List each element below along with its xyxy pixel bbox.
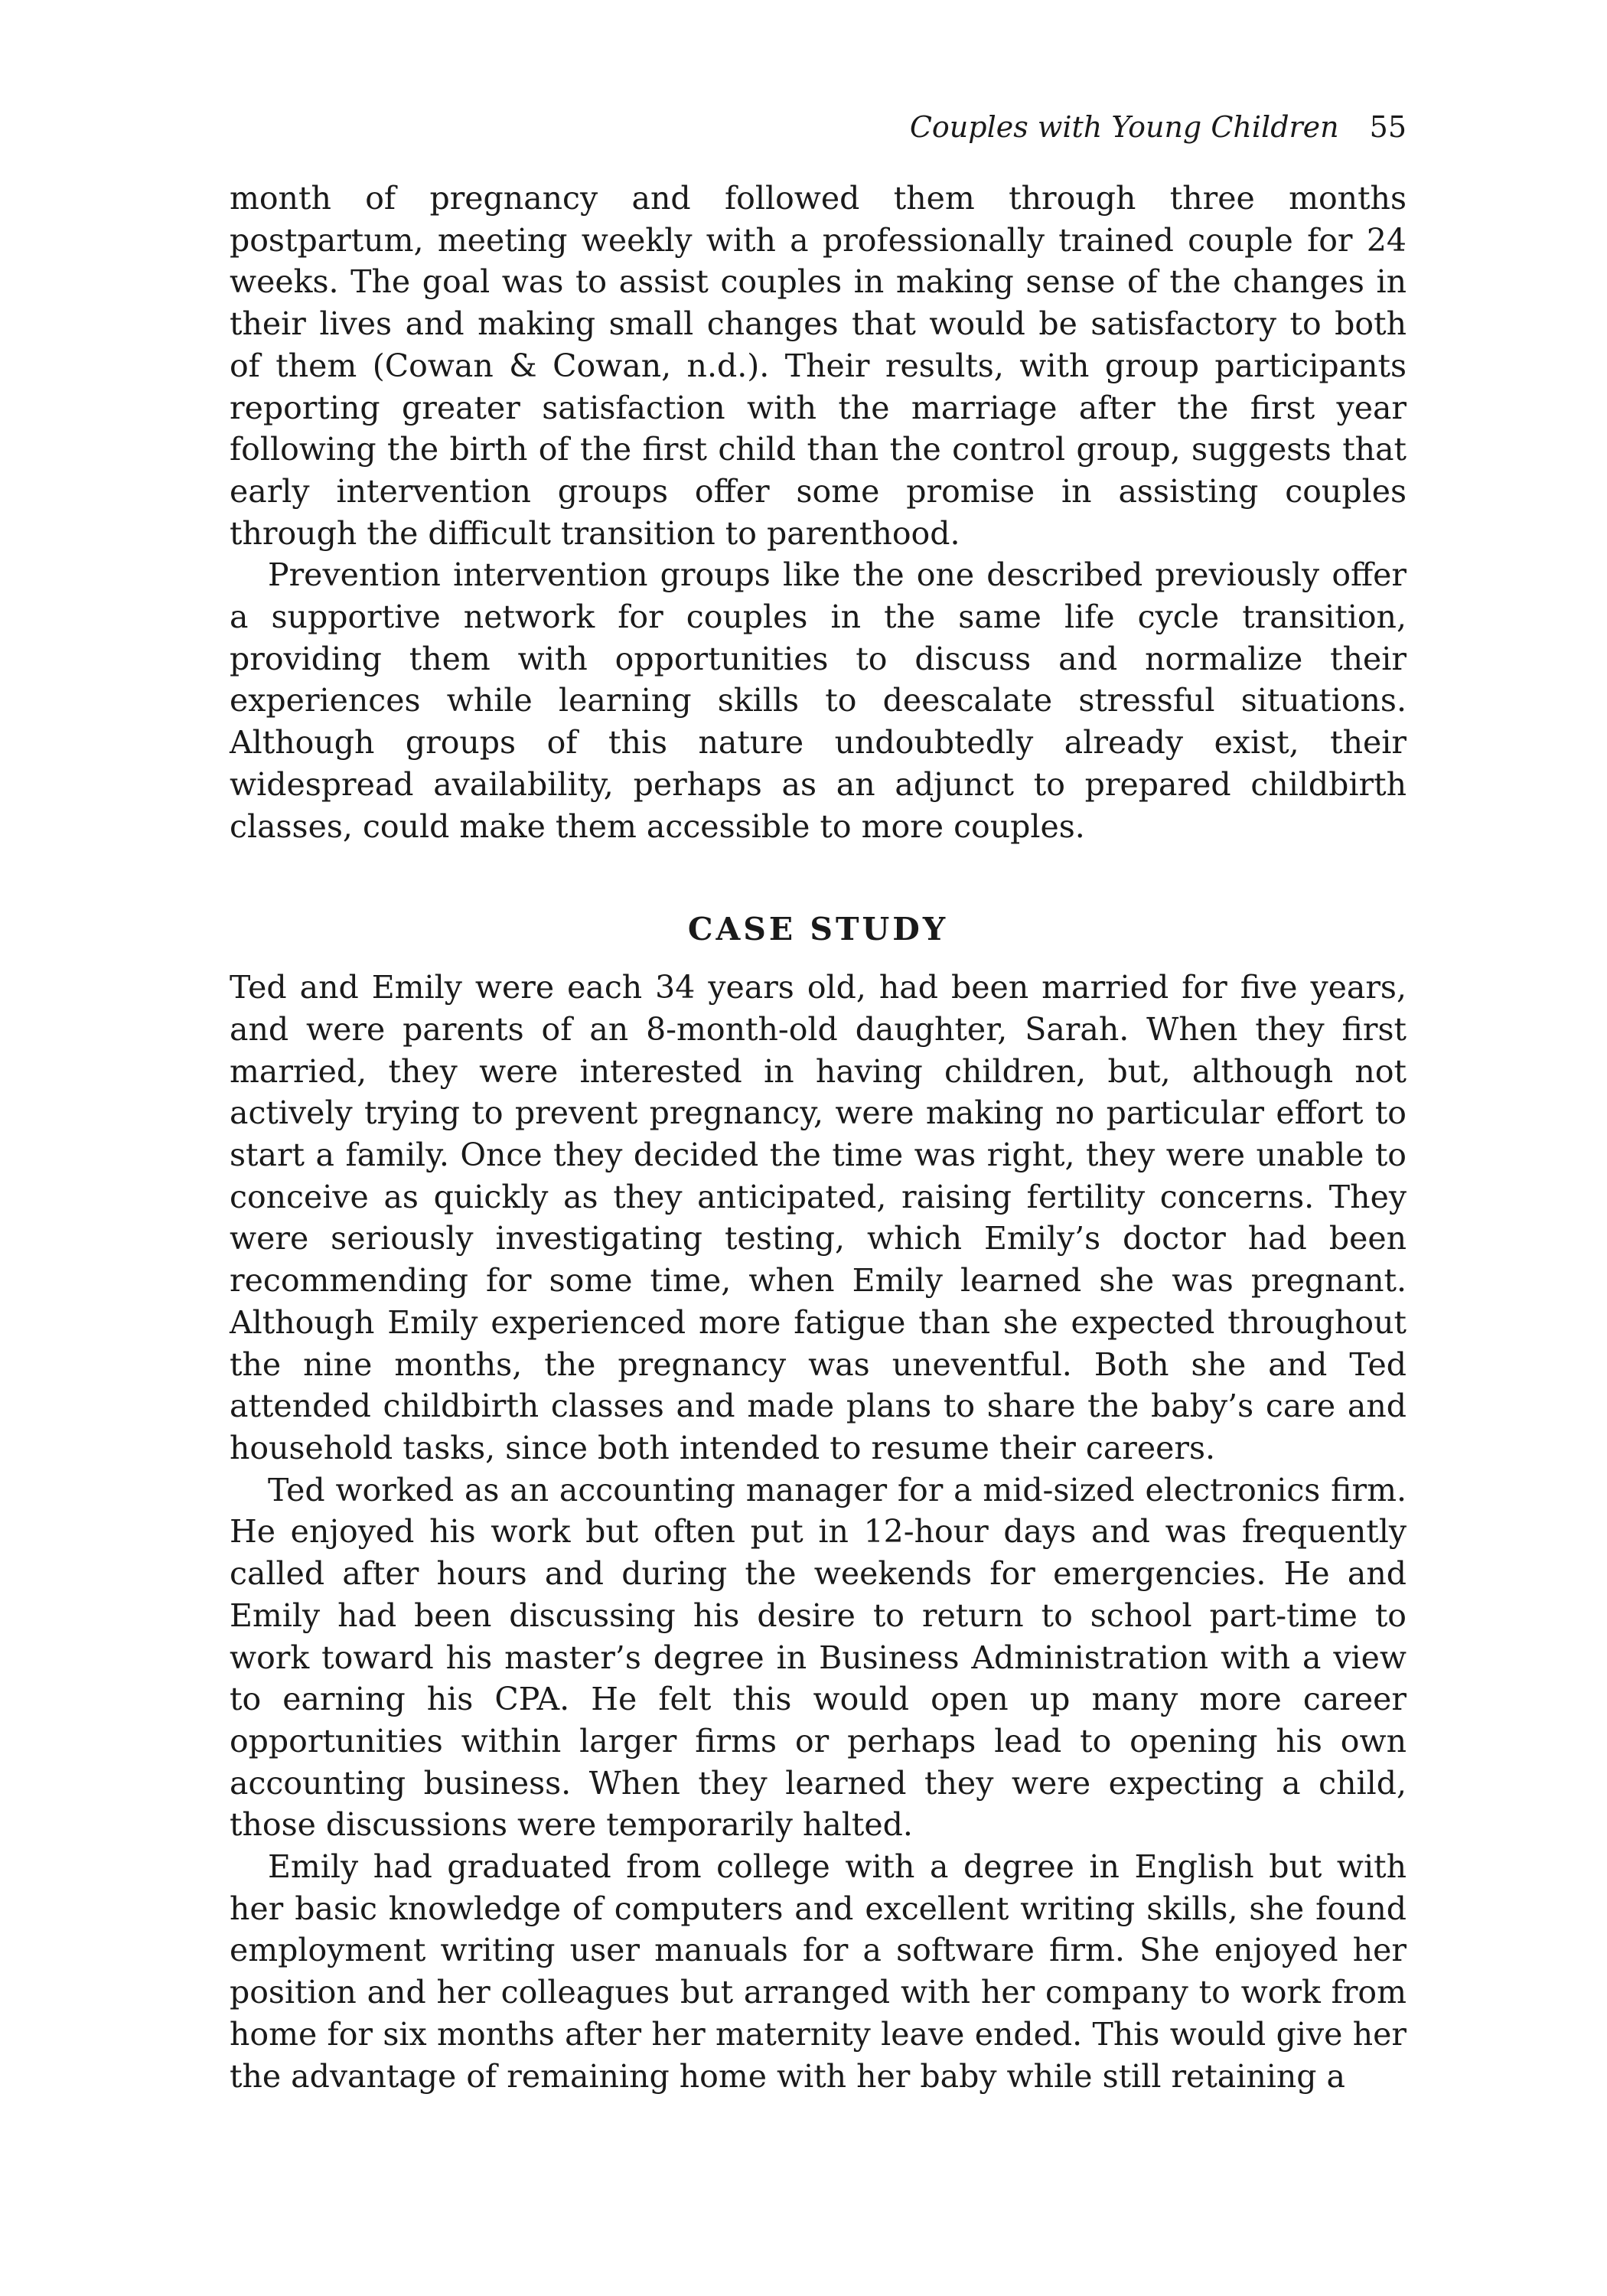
body-text	[230, 178, 1407, 2097]
page-number: 55	[1369, 110, 1407, 144]
paragraph: Ted worked as an accounting manager for a mid-sized electronics firm. He enjoyed his work but often put in 12-hour days and was frequently called after hours and during the weekends for emergencies. He and Emily had been discussing his desire to return to school part-time to work toward his master’s degree in Business Administration with a view to earning his CPA. He felt this would open up many more career opportunities within larger firms or perhaps lead to opening his own accounting business. When they learned they were expecting a child, those discussions were temporarily halted.	[230, 1471, 1407, 1844]
section-heading: CASE STUDY	[687, 911, 949, 948]
paragraph: month of pregnancy and followed them through three months postpartum, meeting weekly with a professionally trained couple for 24 weeks. The goal was to assist couples in making sense of the changes in their lives and making small changes that would be satisfactory to both of them (Cowan & Cowan, n.d.). Their results, with group participants reporting greater satisfaction with the marriage after the first year following the birth of the first child than the control group, suggests that early intervention groups offer some promise in assisting couples through the difficult transition to parenthood.	[230, 180, 1407, 552]
running-head-title: Couples with Young Children	[909, 110, 1339, 144]
paragraph: Ted and Emily were each 34 years old, had been married for five years, and were parents of an 8-month-old daughter, Sarah. When they first married, they were interested in having children, but, although not actively trying to prevent pregnancy, were making no particular effort to start a family. Once they decided the time was right, they were unable to conceive as quickly as they anticipated, raising fertility concerns. They were seriously investigating testing, which Emily’s doctor had been recommending for some time, when Emily learned she was pregnant. Although Emily experienced more fatigue than she expected throughout the nine months, the pregnancy was uneventful. Both she and Ted attended childbirth classes and made plans to share the baby’s care and household tasks, since both intended to resume their careers.	[230, 969, 1407, 1466]
running-head	[230, 109, 1407, 145]
paragraph: Emily had graduated from college with a degree in English but with her basic knowledge of computers and excellent writing skills, she found employment writing user manuals for a software firm. She enjoyed her position and her colleagues but arranged with her company to work from home for six months after her maternity leave ended. This would give her the advantage of remaining home with her baby while still retaining a	[230, 1848, 1407, 2095]
paragraph: Prevention intervention groups like the one described previously offer a supportive network for couples in the same life cycle transition, providing them with opportunities to discuss and normalize their experiences while learning skills to deescalate stressful situations. Although groups of this nature undoubtedly already exist, their widespread availability, perhaps as an adjunct to prepared childbirth classes, could make them accessible to more couples.	[230, 556, 1407, 845]
